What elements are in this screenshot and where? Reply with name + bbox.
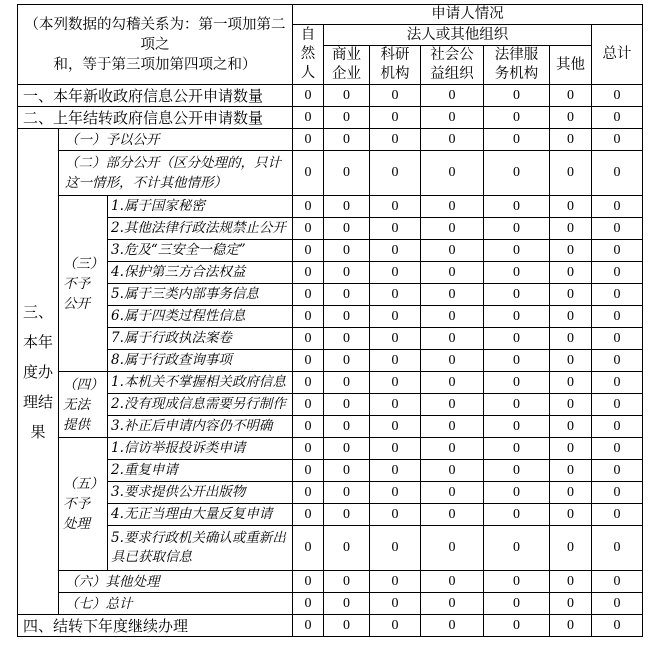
value-cell: 0 xyxy=(592,196,643,218)
value-cell: 0 xyxy=(592,615,643,637)
row-label: 6.属于四类过程性信息 xyxy=(108,306,293,328)
value-cell: 0 xyxy=(550,416,592,438)
value-cell: 0 xyxy=(484,394,550,416)
value-cell: 0 xyxy=(421,416,484,438)
row-needs-separate-production xyxy=(18,394,643,416)
value-cell: 0 xyxy=(421,262,484,284)
value-cell: 0 xyxy=(592,328,643,350)
value-cell: 0 xyxy=(550,306,592,328)
value-cell: 0 xyxy=(550,394,592,416)
value-cell: 0 xyxy=(484,526,550,571)
value-cell: 0 xyxy=(484,129,550,151)
row-info-not-held xyxy=(18,372,643,394)
row-law-enforcement-files xyxy=(18,328,643,350)
row-label: 8.属于行政查询事项 xyxy=(108,350,293,372)
value-cell: 0 xyxy=(484,615,550,637)
value-cell: 0 xyxy=(370,460,421,482)
value-cell: 0 xyxy=(324,615,370,637)
value-cell: 0 xyxy=(421,151,484,196)
row-label: 二、上年结转政府信息公开申请数量 xyxy=(18,107,293,129)
value-cell: 0 xyxy=(293,306,324,328)
row-label: 2.没有现成信息需要另行制作 xyxy=(108,394,293,416)
value-cell: 0 xyxy=(324,460,370,482)
row-section-subtotal xyxy=(18,593,643,615)
value-cell: 0 xyxy=(592,129,643,151)
value-cell: 0 xyxy=(293,218,324,240)
col-header-legal-or-other-org: 法人或其他组织 xyxy=(324,25,592,46)
value-cell: 0 xyxy=(324,196,370,218)
row-endanger-security-stability xyxy=(18,240,643,262)
value-cell: 0 xyxy=(324,350,370,372)
value-cell: 0 xyxy=(293,262,324,284)
value-cell: 0 xyxy=(324,85,370,107)
value-cell: 0 xyxy=(550,460,592,482)
value-cell: 0 xyxy=(293,593,324,615)
value-cell: 0 xyxy=(293,615,324,637)
value-cell: 0 xyxy=(370,504,421,526)
value-cell: 0 xyxy=(484,218,550,240)
value-cell: 0 xyxy=(293,416,324,438)
value-cell: 0 xyxy=(592,151,643,196)
row-state-secret xyxy=(18,196,643,218)
row-label: 5.要求行政机关确认或重新出具已获取信息 xyxy=(108,526,293,571)
value-cell: 0 xyxy=(370,262,421,284)
value-cell: 0 xyxy=(370,571,421,593)
value-cell: 0 xyxy=(484,85,550,107)
value-cell: 0 xyxy=(293,394,324,416)
row-label: 2.其他法律行政法规禁止公开 xyxy=(108,218,293,240)
value-cell: 0 xyxy=(550,350,592,372)
value-cell: 0 xyxy=(484,196,550,218)
value-cell: 0 xyxy=(484,262,550,284)
value-cell: 0 xyxy=(592,350,643,372)
value-cell: 0 xyxy=(592,284,643,306)
value-cell: 0 xyxy=(421,85,484,107)
value-cell: 0 xyxy=(370,218,421,240)
value-cell: 0 xyxy=(592,571,643,593)
value-cell: 0 xyxy=(293,438,324,460)
value-cell: 0 xyxy=(484,482,550,504)
value-cell: 0 xyxy=(421,129,484,151)
value-cell: 0 xyxy=(550,372,592,394)
value-cell: 0 xyxy=(324,262,370,284)
group-label-unable-to-provide: （四） 无法 提供 xyxy=(59,372,108,438)
row-other-handling xyxy=(18,571,643,593)
row-request-publications xyxy=(18,482,643,504)
row-other-laws-prohibit xyxy=(18,218,643,240)
col-header-legal-service-org: 法律服 务机构 xyxy=(484,46,550,85)
value-cell: 0 xyxy=(421,394,484,416)
row-label: 4.保护第三方合法权益 xyxy=(108,262,293,284)
value-cell: 0 xyxy=(421,504,484,526)
value-cell: 0 xyxy=(484,350,550,372)
value-cell: 0 xyxy=(592,593,643,615)
group-label-not-processed: （五） 不予 处理 xyxy=(59,438,108,571)
value-cell: 0 xyxy=(421,615,484,637)
value-cell: 0 xyxy=(370,328,421,350)
value-cell: 0 xyxy=(484,151,550,196)
value-cell: 0 xyxy=(370,240,421,262)
row-label: 4.无正当理由大量反复申请 xyxy=(108,504,293,526)
group-label-not-disclosed: （三） 不予 公开 xyxy=(59,196,108,372)
value-cell: 0 xyxy=(293,526,324,571)
value-cell: 0 xyxy=(550,593,592,615)
col-header-research-institution: 科研 机构 xyxy=(370,46,421,85)
row-label: （六）其他处理 xyxy=(59,571,293,593)
value-cell: 0 xyxy=(293,240,324,262)
value-cell: 0 xyxy=(293,107,324,129)
value-cell: 0 xyxy=(484,504,550,526)
value-cell: 0 xyxy=(484,328,550,350)
row-label: 3.要求提供公开出版物 xyxy=(108,482,293,504)
value-cell: 0 xyxy=(293,504,324,526)
value-cell: 0 xyxy=(370,306,421,328)
row-label: （一）予以公开 xyxy=(59,129,293,151)
value-cell: 0 xyxy=(484,306,550,328)
row-label: 3.补正后申请内容仍不明确 xyxy=(108,416,293,438)
value-cell: 0 xyxy=(370,526,421,571)
value-cell: 0 xyxy=(370,129,421,151)
row-label: 一、本年新收政府信息公开申请数量 xyxy=(18,85,293,107)
value-cell: 0 xyxy=(550,218,592,240)
value-cell: 0 xyxy=(550,482,592,504)
value-cell: 0 xyxy=(592,240,643,262)
value-cell: 0 xyxy=(592,372,643,394)
value-cell: 0 xyxy=(421,482,484,504)
value-cell: 0 xyxy=(484,240,550,262)
value-cell: 0 xyxy=(370,372,421,394)
value-cell: 0 xyxy=(484,593,550,615)
corner-note: （本列数据的勾稽关系为：第一项加第二项之 和，等于第三项加第四项之和） xyxy=(18,5,293,85)
value-cell: 0 xyxy=(421,196,484,218)
row-process-info xyxy=(18,306,643,328)
value-cell: 0 xyxy=(324,218,370,240)
value-cell: 0 xyxy=(484,107,550,129)
value-cell: 0 xyxy=(484,416,550,438)
row-label: 7.属于行政执法案卷 xyxy=(108,328,293,350)
value-cell: 0 xyxy=(484,372,550,394)
value-cell: 0 xyxy=(550,504,592,526)
value-cell: 0 xyxy=(550,85,592,107)
row-label: 1.信访举报投诉类申请 xyxy=(108,438,293,460)
value-cell: 0 xyxy=(421,306,484,328)
value-cell: 0 xyxy=(324,372,370,394)
section-label-annual-handling-results: 三、 本年 度办 理结 果 xyxy=(18,129,59,615)
value-cell: 0 xyxy=(293,350,324,372)
value-cell: 0 xyxy=(484,571,550,593)
value-cell: 0 xyxy=(550,328,592,350)
value-cell: 0 xyxy=(324,416,370,438)
value-cell: 0 xyxy=(324,571,370,593)
row-unclear-after-amendment xyxy=(18,416,643,438)
value-cell: 0 xyxy=(324,394,370,416)
row-label: 3.危及“三安全一稳定” xyxy=(108,240,293,262)
value-cell: 0 xyxy=(421,218,484,240)
row-new-requests xyxy=(18,85,643,107)
row-label: 1.本机关不掌握相关政府信息 xyxy=(108,372,293,394)
value-cell: 0 xyxy=(421,350,484,372)
row-partial-disclosure xyxy=(18,151,643,196)
value-cell: 0 xyxy=(324,482,370,504)
row-administrative-inquiry xyxy=(18,350,643,372)
value-cell: 0 xyxy=(324,328,370,350)
col-header-natural-person: 自 然 人 xyxy=(293,25,324,85)
value-cell: 0 xyxy=(550,129,592,151)
value-cell: 0 xyxy=(484,284,550,306)
value-cell: 0 xyxy=(592,460,643,482)
value-cell: 0 xyxy=(550,615,592,637)
row-petition-complaint-request xyxy=(18,438,643,460)
value-cell: 0 xyxy=(421,240,484,262)
value-cell: 0 xyxy=(550,438,592,460)
value-cell: 0 xyxy=(592,85,643,107)
value-cell: 0 xyxy=(370,438,421,460)
value-cell: 0 xyxy=(370,151,421,196)
row-carry-to-next-year xyxy=(18,615,643,637)
value-cell: 0 xyxy=(592,107,643,129)
value-cell: 0 xyxy=(421,526,484,571)
value-cell: 0 xyxy=(421,284,484,306)
value-cell: 0 xyxy=(421,571,484,593)
row-label: （七）总计 xyxy=(59,593,293,615)
value-cell: 0 xyxy=(370,593,421,615)
row-repeat-request xyxy=(18,460,643,482)
col-header-other: 其他 xyxy=(550,46,592,85)
value-cell: 0 xyxy=(293,196,324,218)
value-cell: 0 xyxy=(592,416,643,438)
value-cell: 0 xyxy=(370,615,421,637)
value-cell: 0 xyxy=(484,438,550,460)
header-row-1 xyxy=(18,5,643,25)
value-cell: 0 xyxy=(324,129,370,151)
row-label: 1.属于国家秘密 xyxy=(108,196,293,218)
value-cell: 0 xyxy=(293,85,324,107)
value-cell: 0 xyxy=(550,284,592,306)
value-cell: 0 xyxy=(592,262,643,284)
value-cell: 0 xyxy=(550,196,592,218)
applicant-status-header: 申请人情况 xyxy=(293,5,643,25)
value-cell: 0 xyxy=(550,571,592,593)
value-cell: 0 xyxy=(370,416,421,438)
col-header-commercial-enterprise: 商业 企业 xyxy=(324,46,370,85)
row-mass-repeated-requests xyxy=(18,504,643,526)
value-cell: 0 xyxy=(592,438,643,460)
value-cell: 0 xyxy=(592,526,643,571)
value-cell: 0 xyxy=(370,394,421,416)
gov-info-disclosure-request-table xyxy=(17,4,643,637)
value-cell: 0 xyxy=(421,372,484,394)
value-cell: 0 xyxy=(550,151,592,196)
value-cell: 0 xyxy=(324,240,370,262)
value-cell: 0 xyxy=(370,196,421,218)
row-granted-disclosure xyxy=(18,129,643,151)
value-cell: 0 xyxy=(592,218,643,240)
value-cell: 0 xyxy=(370,107,421,129)
value-cell: 0 xyxy=(293,482,324,504)
value-cell: 0 xyxy=(592,504,643,526)
value-cell: 0 xyxy=(324,526,370,571)
value-cell: 0 xyxy=(592,482,643,504)
value-cell: 0 xyxy=(370,482,421,504)
row-internal-affairs-info xyxy=(18,284,643,306)
value-cell: 0 xyxy=(592,394,643,416)
row-carried-over-requests xyxy=(18,107,643,129)
value-cell: 0 xyxy=(370,85,421,107)
value-cell: 0 xyxy=(324,151,370,196)
row-label: 2.重复申请 xyxy=(108,460,293,482)
value-cell: 0 xyxy=(550,240,592,262)
value-cell: 0 xyxy=(293,372,324,394)
value-cell: 0 xyxy=(293,284,324,306)
value-cell: 0 xyxy=(293,571,324,593)
value-cell: 0 xyxy=(370,284,421,306)
value-cell: 0 xyxy=(550,526,592,571)
row-label: 5.属于三类内部事务信息 xyxy=(108,284,293,306)
col-header-total: 总计 xyxy=(592,25,643,85)
value-cell: 0 xyxy=(293,328,324,350)
row-label: （二）部分公开（区分处理的，只计 这一情形，不计其他情形） xyxy=(59,151,293,196)
value-cell: 0 xyxy=(324,438,370,460)
col-header-social-welfare-org: 社会公 益组织 xyxy=(421,46,484,85)
value-cell: 0 xyxy=(421,438,484,460)
value-cell: 0 xyxy=(484,460,550,482)
value-cell: 0 xyxy=(592,306,643,328)
value-cell: 0 xyxy=(421,593,484,615)
value-cell: 0 xyxy=(370,350,421,372)
row-third-party-rights xyxy=(18,262,643,284)
value-cell: 0 xyxy=(293,460,324,482)
value-cell: 0 xyxy=(550,262,592,284)
value-cell: 0 xyxy=(293,151,324,196)
value-cell: 0 xyxy=(421,107,484,129)
value-cell: 0 xyxy=(324,593,370,615)
value-cell: 0 xyxy=(324,107,370,129)
row-confirm-or-reissue-info xyxy=(18,526,643,571)
value-cell: 0 xyxy=(421,460,484,482)
value-cell: 0 xyxy=(324,504,370,526)
value-cell: 0 xyxy=(324,284,370,306)
row-label: 四、结转下年度继续办理 xyxy=(18,615,293,637)
value-cell: 0 xyxy=(421,328,484,350)
value-cell: 0 xyxy=(293,129,324,151)
value-cell: 0 xyxy=(550,107,592,129)
value-cell: 0 xyxy=(324,306,370,328)
